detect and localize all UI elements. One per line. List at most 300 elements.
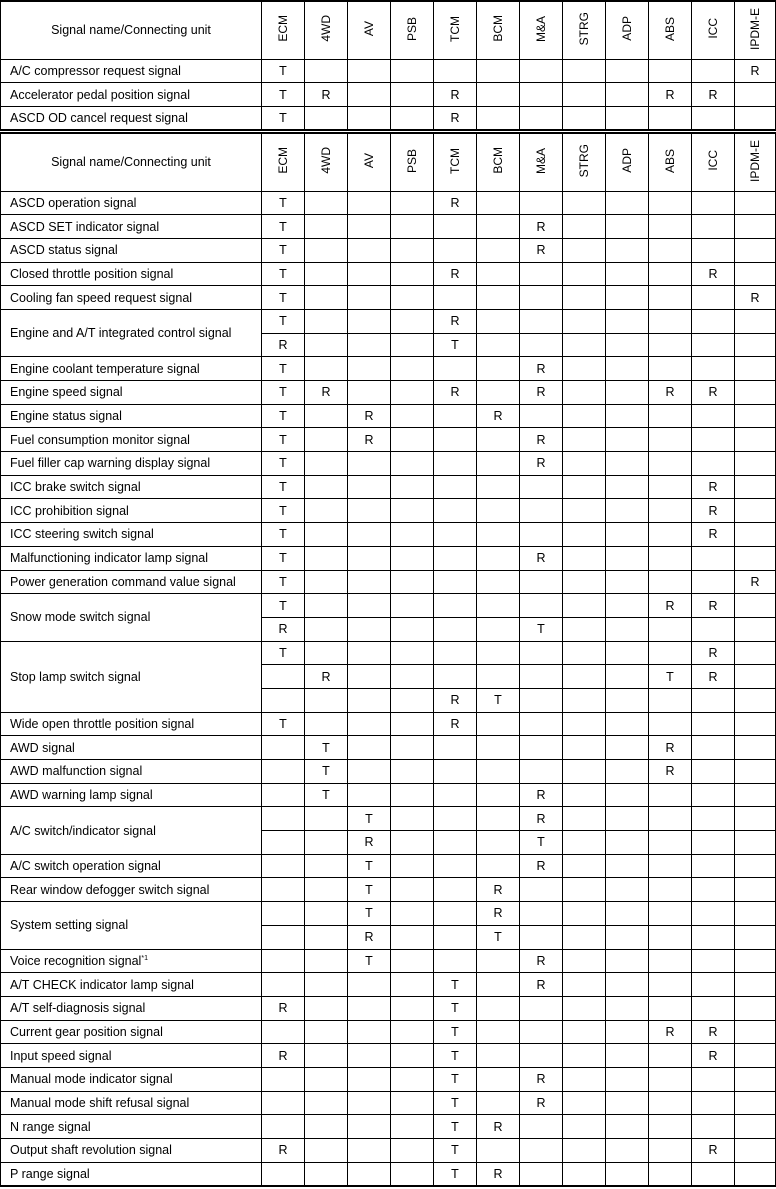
unit-cell bbox=[305, 59, 348, 83]
signal-name: Wide open throttle position signal bbox=[1, 712, 262, 736]
unit-cell bbox=[348, 381, 391, 405]
unit-cell bbox=[563, 286, 606, 310]
unit-cell bbox=[563, 191, 606, 215]
unit-cell bbox=[649, 1091, 692, 1115]
unit-cell bbox=[477, 191, 520, 215]
unit-header: PSB bbox=[391, 133, 434, 191]
unit-cell bbox=[434, 286, 477, 310]
unit-cell: R bbox=[692, 1139, 735, 1163]
unit-cell bbox=[735, 404, 776, 428]
unit-cell bbox=[520, 1162, 563, 1186]
unit-header: ADP bbox=[606, 1, 649, 59]
unit-cell: R bbox=[434, 712, 477, 736]
unit-cell bbox=[434, 949, 477, 973]
unit-cell bbox=[563, 106, 606, 130]
unit-cell bbox=[434, 570, 477, 594]
signal-name: Manual mode indicator signal bbox=[1, 1067, 262, 1091]
unit-cell bbox=[692, 286, 735, 310]
unit-cell bbox=[735, 1020, 776, 1044]
unit-cell bbox=[391, 1020, 434, 1044]
unit-cell bbox=[606, 1020, 649, 1044]
unit-cell bbox=[391, 381, 434, 405]
table-row bbox=[1, 1139, 776, 1163]
unit-cell: R bbox=[692, 1020, 735, 1044]
unit-cell: T bbox=[520, 617, 563, 641]
unit-cell bbox=[348, 191, 391, 215]
unit-cell: R bbox=[262, 1044, 305, 1068]
unit-cell bbox=[348, 262, 391, 286]
unit-cell: T bbox=[262, 191, 305, 215]
unit-cell bbox=[606, 760, 649, 784]
unit-cell bbox=[649, 357, 692, 381]
unit-cell bbox=[563, 617, 606, 641]
table-row bbox=[1, 736, 776, 760]
table-row bbox=[1, 973, 776, 997]
table-row bbox=[1, 1115, 776, 1139]
unit-cell bbox=[563, 831, 606, 855]
unit-cell bbox=[391, 1091, 434, 1115]
unit-cell bbox=[305, 712, 348, 736]
unit-cell bbox=[649, 902, 692, 926]
unit-cell bbox=[735, 617, 776, 641]
unit-cell bbox=[606, 1044, 649, 1068]
unit-cell bbox=[305, 215, 348, 239]
signal-name: Cooling fan speed request signal bbox=[1, 286, 262, 310]
unit-cell bbox=[348, 238, 391, 262]
unit-cell bbox=[649, 831, 692, 855]
unit-cell bbox=[735, 357, 776, 381]
signal-table-2 bbox=[0, 132, 776, 1187]
unit-cell bbox=[735, 499, 776, 523]
unit-cell bbox=[735, 594, 776, 618]
table-row bbox=[1, 523, 776, 547]
unit-cell bbox=[563, 83, 606, 107]
table-row bbox=[1, 760, 776, 784]
unit-cell bbox=[649, 523, 692, 547]
unit-cell bbox=[520, 641, 563, 665]
unit-cell bbox=[262, 949, 305, 973]
unit-cell: R bbox=[434, 106, 477, 130]
unit-cell bbox=[692, 1115, 735, 1139]
unit-cell bbox=[305, 333, 348, 357]
unit-cell bbox=[606, 59, 649, 83]
signal-name: Manual mode shift refusal signal bbox=[1, 1091, 262, 1115]
unit-cell bbox=[735, 428, 776, 452]
unit-cell bbox=[305, 973, 348, 997]
unit-cell bbox=[606, 357, 649, 381]
unit-cell bbox=[262, 902, 305, 926]
unit-cell bbox=[391, 878, 434, 902]
signal-table-1 bbox=[0, 0, 776, 131]
unit-cell bbox=[692, 238, 735, 262]
unit-cell bbox=[649, 1162, 692, 1186]
unit-cell bbox=[348, 475, 391, 499]
unit-cell bbox=[606, 309, 649, 333]
unit-cell bbox=[563, 925, 606, 949]
unit-cell bbox=[563, 783, 606, 807]
unit-cell bbox=[606, 215, 649, 239]
signal-name: Closed throttle position signal bbox=[1, 262, 262, 286]
table-row bbox=[1, 807, 776, 831]
unit-cell bbox=[305, 106, 348, 130]
unit-cell bbox=[563, 996, 606, 1020]
unit-cell bbox=[391, 191, 434, 215]
unit-cell bbox=[305, 357, 348, 381]
unit-cell bbox=[391, 428, 434, 452]
unit-cell bbox=[735, 333, 776, 357]
unit-cell: R bbox=[692, 665, 735, 689]
unit-cell bbox=[692, 783, 735, 807]
unit-cell bbox=[649, 215, 692, 239]
unit-cell bbox=[606, 712, 649, 736]
unit-cell bbox=[477, 807, 520, 831]
unit-cell bbox=[391, 996, 434, 1020]
unit-cell bbox=[692, 831, 735, 855]
unit-cell bbox=[391, 665, 434, 689]
signal-name: Accelerator pedal position signal bbox=[1, 83, 262, 107]
unit-cell bbox=[649, 1067, 692, 1091]
unit-cell bbox=[563, 1067, 606, 1091]
unit-cell bbox=[735, 878, 776, 902]
unit-cell bbox=[477, 262, 520, 286]
unit-cell bbox=[520, 475, 563, 499]
unit-cell bbox=[434, 665, 477, 689]
table-row bbox=[1, 1044, 776, 1068]
unit-cell bbox=[649, 688, 692, 712]
unit-cell bbox=[477, 499, 520, 523]
unit-cell bbox=[735, 546, 776, 570]
unit-cell bbox=[606, 641, 649, 665]
unit-cell: T bbox=[434, 1162, 477, 1186]
unit-cell bbox=[348, 736, 391, 760]
unit-cell bbox=[434, 428, 477, 452]
unit-header: STRG bbox=[563, 1, 606, 59]
unit-cell: T bbox=[262, 499, 305, 523]
unit-cell: R bbox=[692, 594, 735, 618]
unit-cell bbox=[305, 428, 348, 452]
table-row bbox=[1, 404, 776, 428]
unit-cell bbox=[606, 996, 649, 1020]
unit-cell bbox=[520, 404, 563, 428]
unit-cell bbox=[606, 546, 649, 570]
unit-header: AV bbox=[348, 1, 391, 59]
unit-cell bbox=[520, 1020, 563, 1044]
unit-cell bbox=[606, 475, 649, 499]
unit-cell bbox=[649, 262, 692, 286]
unit-cell bbox=[262, 688, 305, 712]
unit-cell bbox=[348, 1115, 391, 1139]
unit-cell bbox=[477, 973, 520, 997]
unit-cell bbox=[606, 238, 649, 262]
unit-cell bbox=[692, 59, 735, 83]
table-row bbox=[1, 949, 776, 973]
table-row bbox=[1, 1067, 776, 1091]
unit-cell bbox=[563, 1044, 606, 1068]
unit-cell bbox=[391, 854, 434, 878]
unit-cell bbox=[606, 404, 649, 428]
unit-header: AV bbox=[348, 133, 391, 191]
unit-cell bbox=[520, 760, 563, 784]
unit-cell bbox=[477, 570, 520, 594]
unit-cell: T bbox=[262, 106, 305, 130]
table-row bbox=[1, 641, 776, 665]
unit-cell bbox=[692, 973, 735, 997]
unit-cell bbox=[391, 1162, 434, 1186]
unit-cell bbox=[305, 594, 348, 618]
signal-name: AWD signal bbox=[1, 736, 262, 760]
unit-cell bbox=[649, 925, 692, 949]
unit-cell bbox=[391, 594, 434, 618]
unit-cell bbox=[563, 381, 606, 405]
unit-cell bbox=[563, 357, 606, 381]
signal-name: AWD malfunction signal bbox=[1, 760, 262, 784]
unit-cell bbox=[348, 452, 391, 476]
unit-cell bbox=[735, 1115, 776, 1139]
unit-cell: R bbox=[649, 1020, 692, 1044]
unit-cell bbox=[305, 452, 348, 476]
unit-cell bbox=[735, 688, 776, 712]
unit-cell bbox=[735, 1044, 776, 1068]
unit-cell bbox=[692, 452, 735, 476]
unit-cell bbox=[563, 712, 606, 736]
unit-cell bbox=[649, 712, 692, 736]
unit-cell: R bbox=[262, 1139, 305, 1163]
unit-cell: R bbox=[348, 404, 391, 428]
unit-cell: T bbox=[262, 641, 305, 665]
unit-cell bbox=[649, 106, 692, 130]
unit-cell bbox=[649, 570, 692, 594]
unit-cell: T bbox=[348, 902, 391, 926]
unit-cell bbox=[477, 783, 520, 807]
unit-cell bbox=[606, 878, 649, 902]
unit-cell bbox=[434, 215, 477, 239]
unit-cell bbox=[520, 712, 563, 736]
unit-cell bbox=[262, 831, 305, 855]
unit-cell bbox=[563, 238, 606, 262]
unit-cell: R bbox=[305, 381, 348, 405]
unit-cell: T bbox=[262, 428, 305, 452]
unit-cell bbox=[348, 499, 391, 523]
unit-cell bbox=[520, 1044, 563, 1068]
unit-cell bbox=[649, 238, 692, 262]
unit-cell bbox=[735, 807, 776, 831]
unit-cell bbox=[391, 925, 434, 949]
unit-cell bbox=[606, 83, 649, 107]
unit-cell bbox=[305, 191, 348, 215]
signal-name: Engine coolant temperature signal bbox=[1, 357, 262, 381]
unit-cell bbox=[391, 1067, 434, 1091]
unit-cell: T bbox=[262, 594, 305, 618]
unit-cell: R bbox=[692, 262, 735, 286]
unit-cell bbox=[391, 617, 434, 641]
unit-cell bbox=[262, 878, 305, 902]
unit-cell: T bbox=[434, 996, 477, 1020]
signal-name: ASCD status signal bbox=[1, 238, 262, 262]
header-row bbox=[1, 133, 776, 191]
unit-cell: R bbox=[692, 499, 735, 523]
unit-cell bbox=[735, 475, 776, 499]
unit-cell bbox=[563, 570, 606, 594]
unit-cell bbox=[434, 357, 477, 381]
unit-cell bbox=[434, 807, 477, 831]
unit-header: 4WD bbox=[305, 133, 348, 191]
unit-cell bbox=[262, 1162, 305, 1186]
unit-cell bbox=[434, 404, 477, 428]
unit-cell bbox=[649, 333, 692, 357]
unit-cell bbox=[477, 996, 520, 1020]
unit-cell bbox=[520, 665, 563, 689]
unit-cell: T bbox=[262, 262, 305, 286]
unit-cell bbox=[606, 106, 649, 130]
unit-cell bbox=[477, 665, 520, 689]
unit-cell: T bbox=[262, 712, 305, 736]
unit-cell bbox=[477, 83, 520, 107]
unit-cell bbox=[606, 736, 649, 760]
unit-cell bbox=[563, 688, 606, 712]
unit-cell bbox=[649, 973, 692, 997]
unit-cell bbox=[735, 973, 776, 997]
unit-cell bbox=[434, 641, 477, 665]
table-row bbox=[1, 878, 776, 902]
unit-cell bbox=[606, 1115, 649, 1139]
unit-cell bbox=[348, 996, 391, 1020]
unit-cell bbox=[434, 59, 477, 83]
unit-header: ECM bbox=[262, 133, 305, 191]
unit-cell bbox=[262, 807, 305, 831]
unit-cell bbox=[735, 831, 776, 855]
signal-name: Current gear position signal bbox=[1, 1020, 262, 1044]
unit-cell bbox=[649, 1139, 692, 1163]
unit-cell bbox=[477, 59, 520, 83]
unit-cell bbox=[563, 428, 606, 452]
unit-cell bbox=[520, 309, 563, 333]
unit-cell bbox=[692, 1162, 735, 1186]
unit-cell: T bbox=[262, 404, 305, 428]
unit-cell bbox=[520, 523, 563, 547]
table-row bbox=[1, 357, 776, 381]
unit-cell bbox=[348, 1067, 391, 1091]
unit-cell bbox=[692, 949, 735, 973]
table-row bbox=[1, 902, 776, 926]
unit-cell bbox=[434, 523, 477, 547]
unit-cell bbox=[348, 1162, 391, 1186]
unit-cell bbox=[477, 1139, 520, 1163]
unit-cell bbox=[348, 973, 391, 997]
unit-cell bbox=[606, 499, 649, 523]
unit-cell bbox=[477, 523, 520, 547]
unit-cell bbox=[391, 570, 434, 594]
table-row bbox=[1, 783, 776, 807]
unit-cell bbox=[262, 1020, 305, 1044]
unit-cell: T bbox=[262, 83, 305, 107]
unit-cell bbox=[477, 286, 520, 310]
unit-cell bbox=[305, 617, 348, 641]
unit-cell bbox=[606, 902, 649, 926]
unit-cell bbox=[348, 1091, 391, 1115]
unit-cell bbox=[735, 262, 776, 286]
unit-header: IPDM-E bbox=[735, 1, 776, 59]
unit-cell: R bbox=[520, 546, 563, 570]
unit-cell bbox=[563, 736, 606, 760]
signal-name: Fuel filler cap warning display signal bbox=[1, 452, 262, 476]
table-row bbox=[1, 570, 776, 594]
unit-cell bbox=[305, 1139, 348, 1163]
unit-cell bbox=[391, 641, 434, 665]
unit-cell bbox=[692, 736, 735, 760]
signal-name: Fuel consumption monitor signal bbox=[1, 428, 262, 452]
unit-cell bbox=[735, 215, 776, 239]
unit-cell: R bbox=[477, 404, 520, 428]
unit-cell: R bbox=[262, 996, 305, 1020]
unit-cell: R bbox=[520, 357, 563, 381]
unit-cell: T bbox=[434, 1139, 477, 1163]
unit-cell bbox=[735, 1162, 776, 1186]
unit-cell: R bbox=[692, 475, 735, 499]
unit-cell bbox=[735, 854, 776, 878]
unit-cell bbox=[692, 617, 735, 641]
table-row bbox=[1, 1091, 776, 1115]
unit-cell bbox=[735, 996, 776, 1020]
unit-cell bbox=[563, 1139, 606, 1163]
unit-cell bbox=[305, 475, 348, 499]
unit-cell bbox=[563, 333, 606, 357]
unit-cell: T bbox=[305, 736, 348, 760]
unit-cell bbox=[735, 523, 776, 547]
unit-cell bbox=[606, 381, 649, 405]
unit-cell bbox=[563, 1162, 606, 1186]
unit-cell: T bbox=[348, 878, 391, 902]
unit-cell bbox=[606, 1091, 649, 1115]
unit-cell: T bbox=[305, 760, 348, 784]
unit-cell: R bbox=[692, 523, 735, 547]
unit-cell bbox=[606, 665, 649, 689]
unit-cell bbox=[477, 1067, 520, 1091]
unit-cell bbox=[305, 1020, 348, 1044]
unit-cell bbox=[305, 688, 348, 712]
unit-cell bbox=[692, 902, 735, 926]
unit-cell bbox=[434, 452, 477, 476]
unit-cell bbox=[649, 452, 692, 476]
unit-cell bbox=[391, 712, 434, 736]
unit-cell bbox=[606, 925, 649, 949]
unit-cell bbox=[649, 546, 692, 570]
unit-cell bbox=[735, 665, 776, 689]
table-row bbox=[1, 83, 776, 107]
unit-cell bbox=[692, 546, 735, 570]
unit-cell bbox=[649, 783, 692, 807]
unit-cell bbox=[305, 1115, 348, 1139]
unit-cell bbox=[434, 925, 477, 949]
unit-cell: T bbox=[262, 59, 305, 83]
unit-cell bbox=[692, 215, 735, 239]
unit-cell bbox=[305, 404, 348, 428]
unit-cell bbox=[262, 736, 305, 760]
signal-name: P range signal bbox=[1, 1162, 262, 1186]
unit-cell: R bbox=[434, 191, 477, 215]
signal-name: ICC brake switch signal bbox=[1, 475, 262, 499]
unit-cell bbox=[262, 1115, 305, 1139]
unit-cell: R bbox=[692, 83, 735, 107]
unit-cell bbox=[262, 854, 305, 878]
unit-cell: R bbox=[520, 428, 563, 452]
unit-cell bbox=[391, 309, 434, 333]
unit-cell bbox=[563, 641, 606, 665]
unit-cell bbox=[563, 1091, 606, 1115]
unit-cell bbox=[477, 428, 520, 452]
table-row bbox=[1, 546, 776, 570]
unit-cell: R bbox=[434, 381, 477, 405]
unit-cell bbox=[391, 1115, 434, 1139]
